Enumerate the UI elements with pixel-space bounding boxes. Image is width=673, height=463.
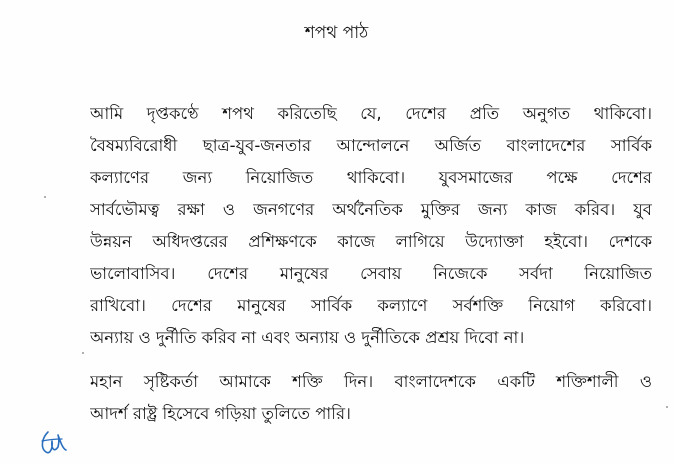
document-title: শপথ পাঠ (304, 23, 369, 43)
oath-line: আদর্শ রাষ্ট্র হিসেবে গড়িয়া তুলিতে পারি। (90, 404, 351, 423)
oath-line: বৈষম্যবিরোধী ছাত্র-যুব-জনতার আন্দোলনে অর্জিত বাংলাদেশের সার্বিক (90, 136, 652, 155)
scan-speck (666, 406, 668, 408)
oath-line: আমি দৃপ্তকণ্ঠে শপথ করিতেছি যে, দেশের প্রতি অনুগত থাকিবো। (90, 104, 652, 123)
oath-line: অন্যায় ও দুর্নীতি করিব না এবং অন্যায় ও দুর্নীতিকে প্রশ্রয় দিবো না। (90, 328, 525, 347)
oath-line: রাখিবো। দেশের মানুষের সার্বিক কল্যাণে সর্বশক্তি নিয়োগ করিবো। (90, 296, 652, 315)
handwritten-signature (38, 428, 72, 458)
scan-speck (44, 196, 46, 198)
oath-line: কল্যাণের জন্য নিয়োজিত থাকিবো। যুবসমাজের পক্ষে দেশের (90, 168, 652, 187)
scan-speck (82, 352, 84, 354)
oath-line: সার্বভৌমত্ব রক্ষা ও জনগণের অর্থনৈতিক মুক্তির জন্য কাজ করিব। যুব (90, 200, 652, 219)
oath-line: মহান সৃষ্টিকর্তা আমাকে শক্তি দিন। বাংলাদেশকে একটি শক্তিশালী ও (90, 372, 652, 391)
oath-line: ভালোবাসিব। দেশের মানুষের সেবায় নিজেকে সর্বদা নিয়োজিত (90, 264, 652, 283)
oath-line: উন্নয়ন অধিদপ্তরের প্রশিক্ষণকে কাজে লাগিয়ে উদ্যোক্তা হইবো। দেশকে (90, 232, 652, 251)
